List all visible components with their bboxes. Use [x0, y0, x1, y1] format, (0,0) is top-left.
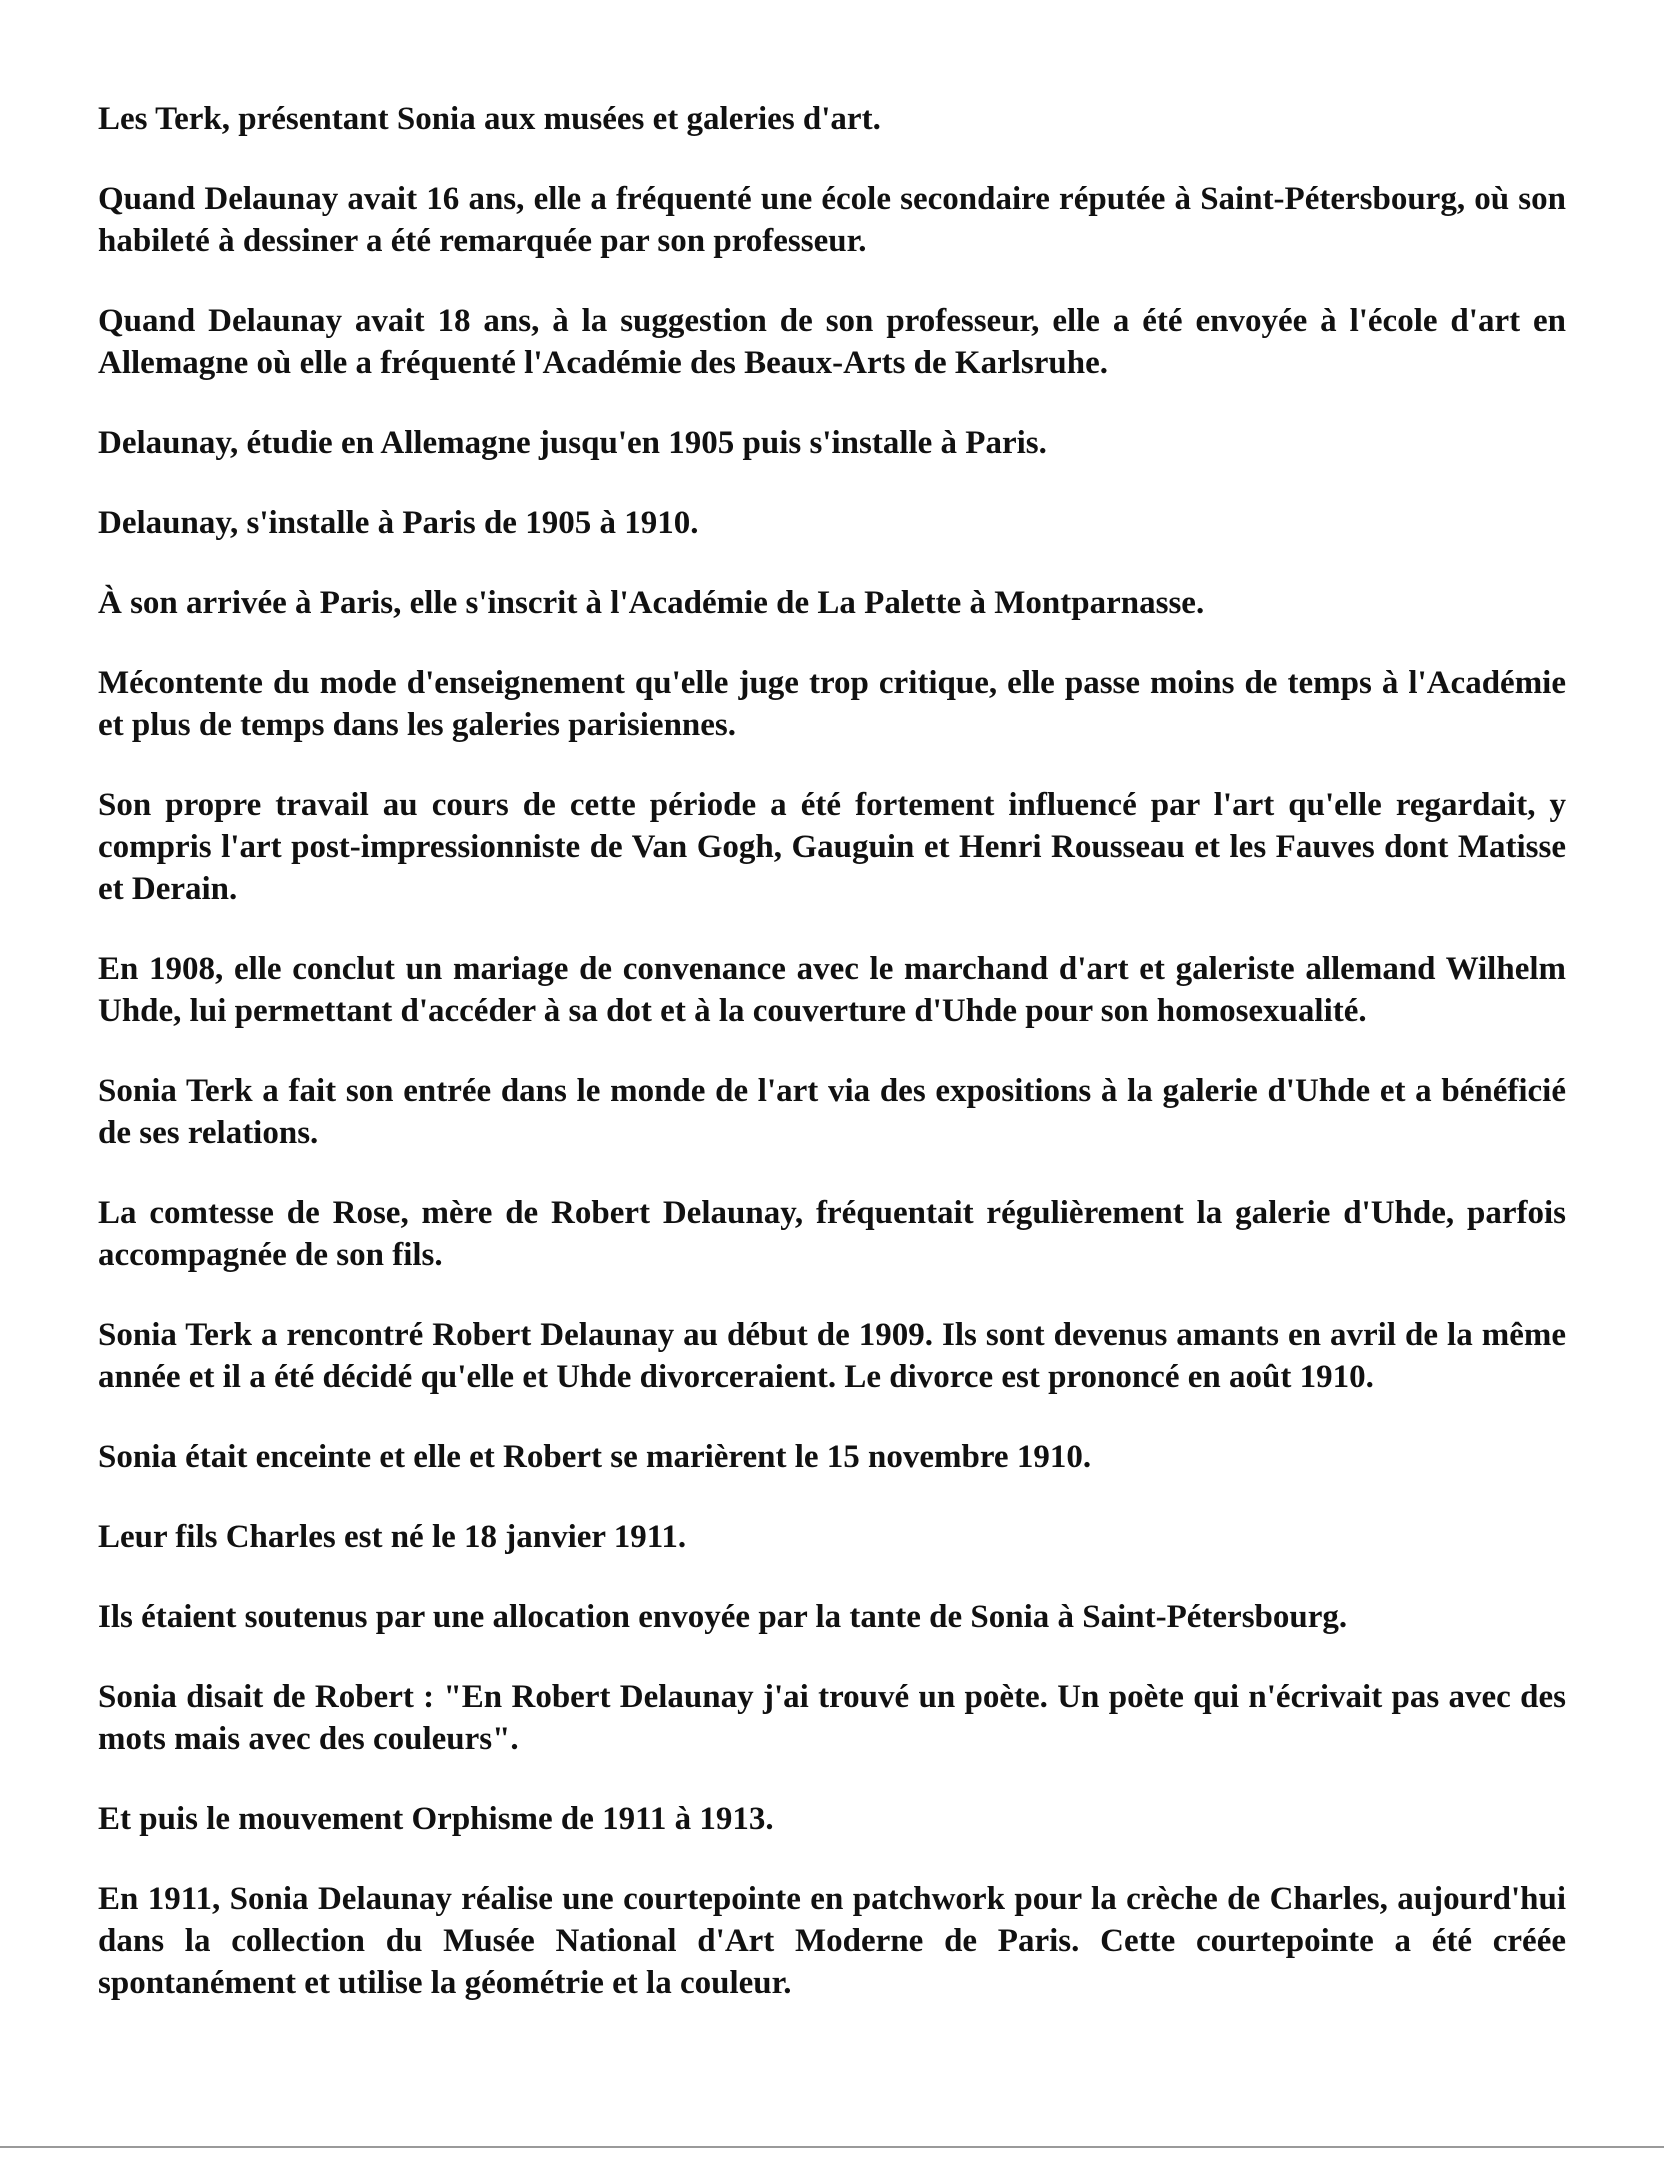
- paragraph: Son propre travail au cours de cette période a été fortement influencé par l'art qu'elle regardait, y compris l'art post-impressionniste de Van Gogh, Gauguin et Henri Rousseau et les Fauves dont Matisse et Derain.: [98, 787, 1566, 907]
- paragraph: Sonia Terk a fait son entrée dans le monde de l'art via des expositions à la galerie d'Uhde et a bénéficié de ses relations.: [98, 1073, 1566, 1151]
- paragraph: La comtesse de Rose, mère de Robert Delaunay, fréquentait régulièrement la galerie d'Uhde, parfois accompagnée de son fils.: [98, 1195, 1566, 1273]
- paragraph: Quand Delaunay avait 16 ans, elle a fréquenté une école secondaire réputée à Saint-Pétersbourg, où son habileté à dessiner a été remarquée par son professeur.: [98, 181, 1566, 259]
- paragraph: Sonia était enceinte et elle et Robert se marièrent le 15 novembre 1910.: [98, 1439, 1092, 1475]
- paragraph: Sonia Terk a rencontré Robert Delaunay au début de 1909. Ils sont devenus amants en avril de la même année et il a été décidé qu'elle et Uhde divorceraient. Le divorce est prononcé en août 1910.: [98, 1317, 1566, 1395]
- paragraph: Les Terk, présentant Sonia aux musées et galeries d'art.: [98, 101, 881, 137]
- paragraph: En 1908, elle conclut un mariage de convenance avec le marchand d'art et galeriste allemand Wilhelm Uhde, lui permettant d'accéder à sa dot et à la couverture d'Uhde pour son homosexualité.: [98, 951, 1566, 1029]
- footer-divider: [0, 2146, 1664, 2148]
- paragraph: Delaunay, s'installe à Paris de 1905 à 1910.: [98, 505, 699, 541]
- paragraph: Leur fils Charles est né le 18 janvier 1911.: [98, 1519, 687, 1555]
- body-text: [98, 98, 1566, 2042]
- paragraph: Mécontente du mode d'enseignement qu'elle juge trop critique, elle passe moins de temps à l'Académie et plus de temps dans les galeries parisiennes.: [98, 665, 1566, 743]
- paragraph: Sonia disait de Robert : "En Robert Delaunay j'ai trouvé un poète. Un poète qui n'écrivait pas avec des mots mais avec des couleurs".: [98, 1679, 1566, 1757]
- paragraph: En 1911, Sonia Delaunay réalise une courtepointe en patchwork pour la crèche de Charles, aujourd'hui dans la collection du Musée National d'Art Moderne de Paris. Cette courtepointe a été créée spontanément et utilise la géométrie et la couleur.: [98, 1881, 1566, 2001]
- paragraph: Quand Delaunay avait 18 ans, à la suggestion de son professeur, elle a été envoyée à l'école d'art en Allemagne où elle a fréquenté l'Académie des Beaux-Arts de Karlsruhe.: [98, 303, 1566, 381]
- paragraph: À son arrivée à Paris, elle s'inscrit à l'Académie de La Palette à Montparnasse.: [98, 585, 1205, 621]
- paragraph: Delaunay, étudie en Allemagne jusqu'en 1905 puis s'installe à Paris.: [98, 425, 1047, 461]
- paragraph: Ils étaient soutenus par une allocation envoyée par la tante de Sonia à Saint-Pétersbourg.: [98, 1599, 1348, 1635]
- paragraph: Et puis le mouvement Orphisme de 1911 à 1913.: [98, 1801, 774, 1837]
